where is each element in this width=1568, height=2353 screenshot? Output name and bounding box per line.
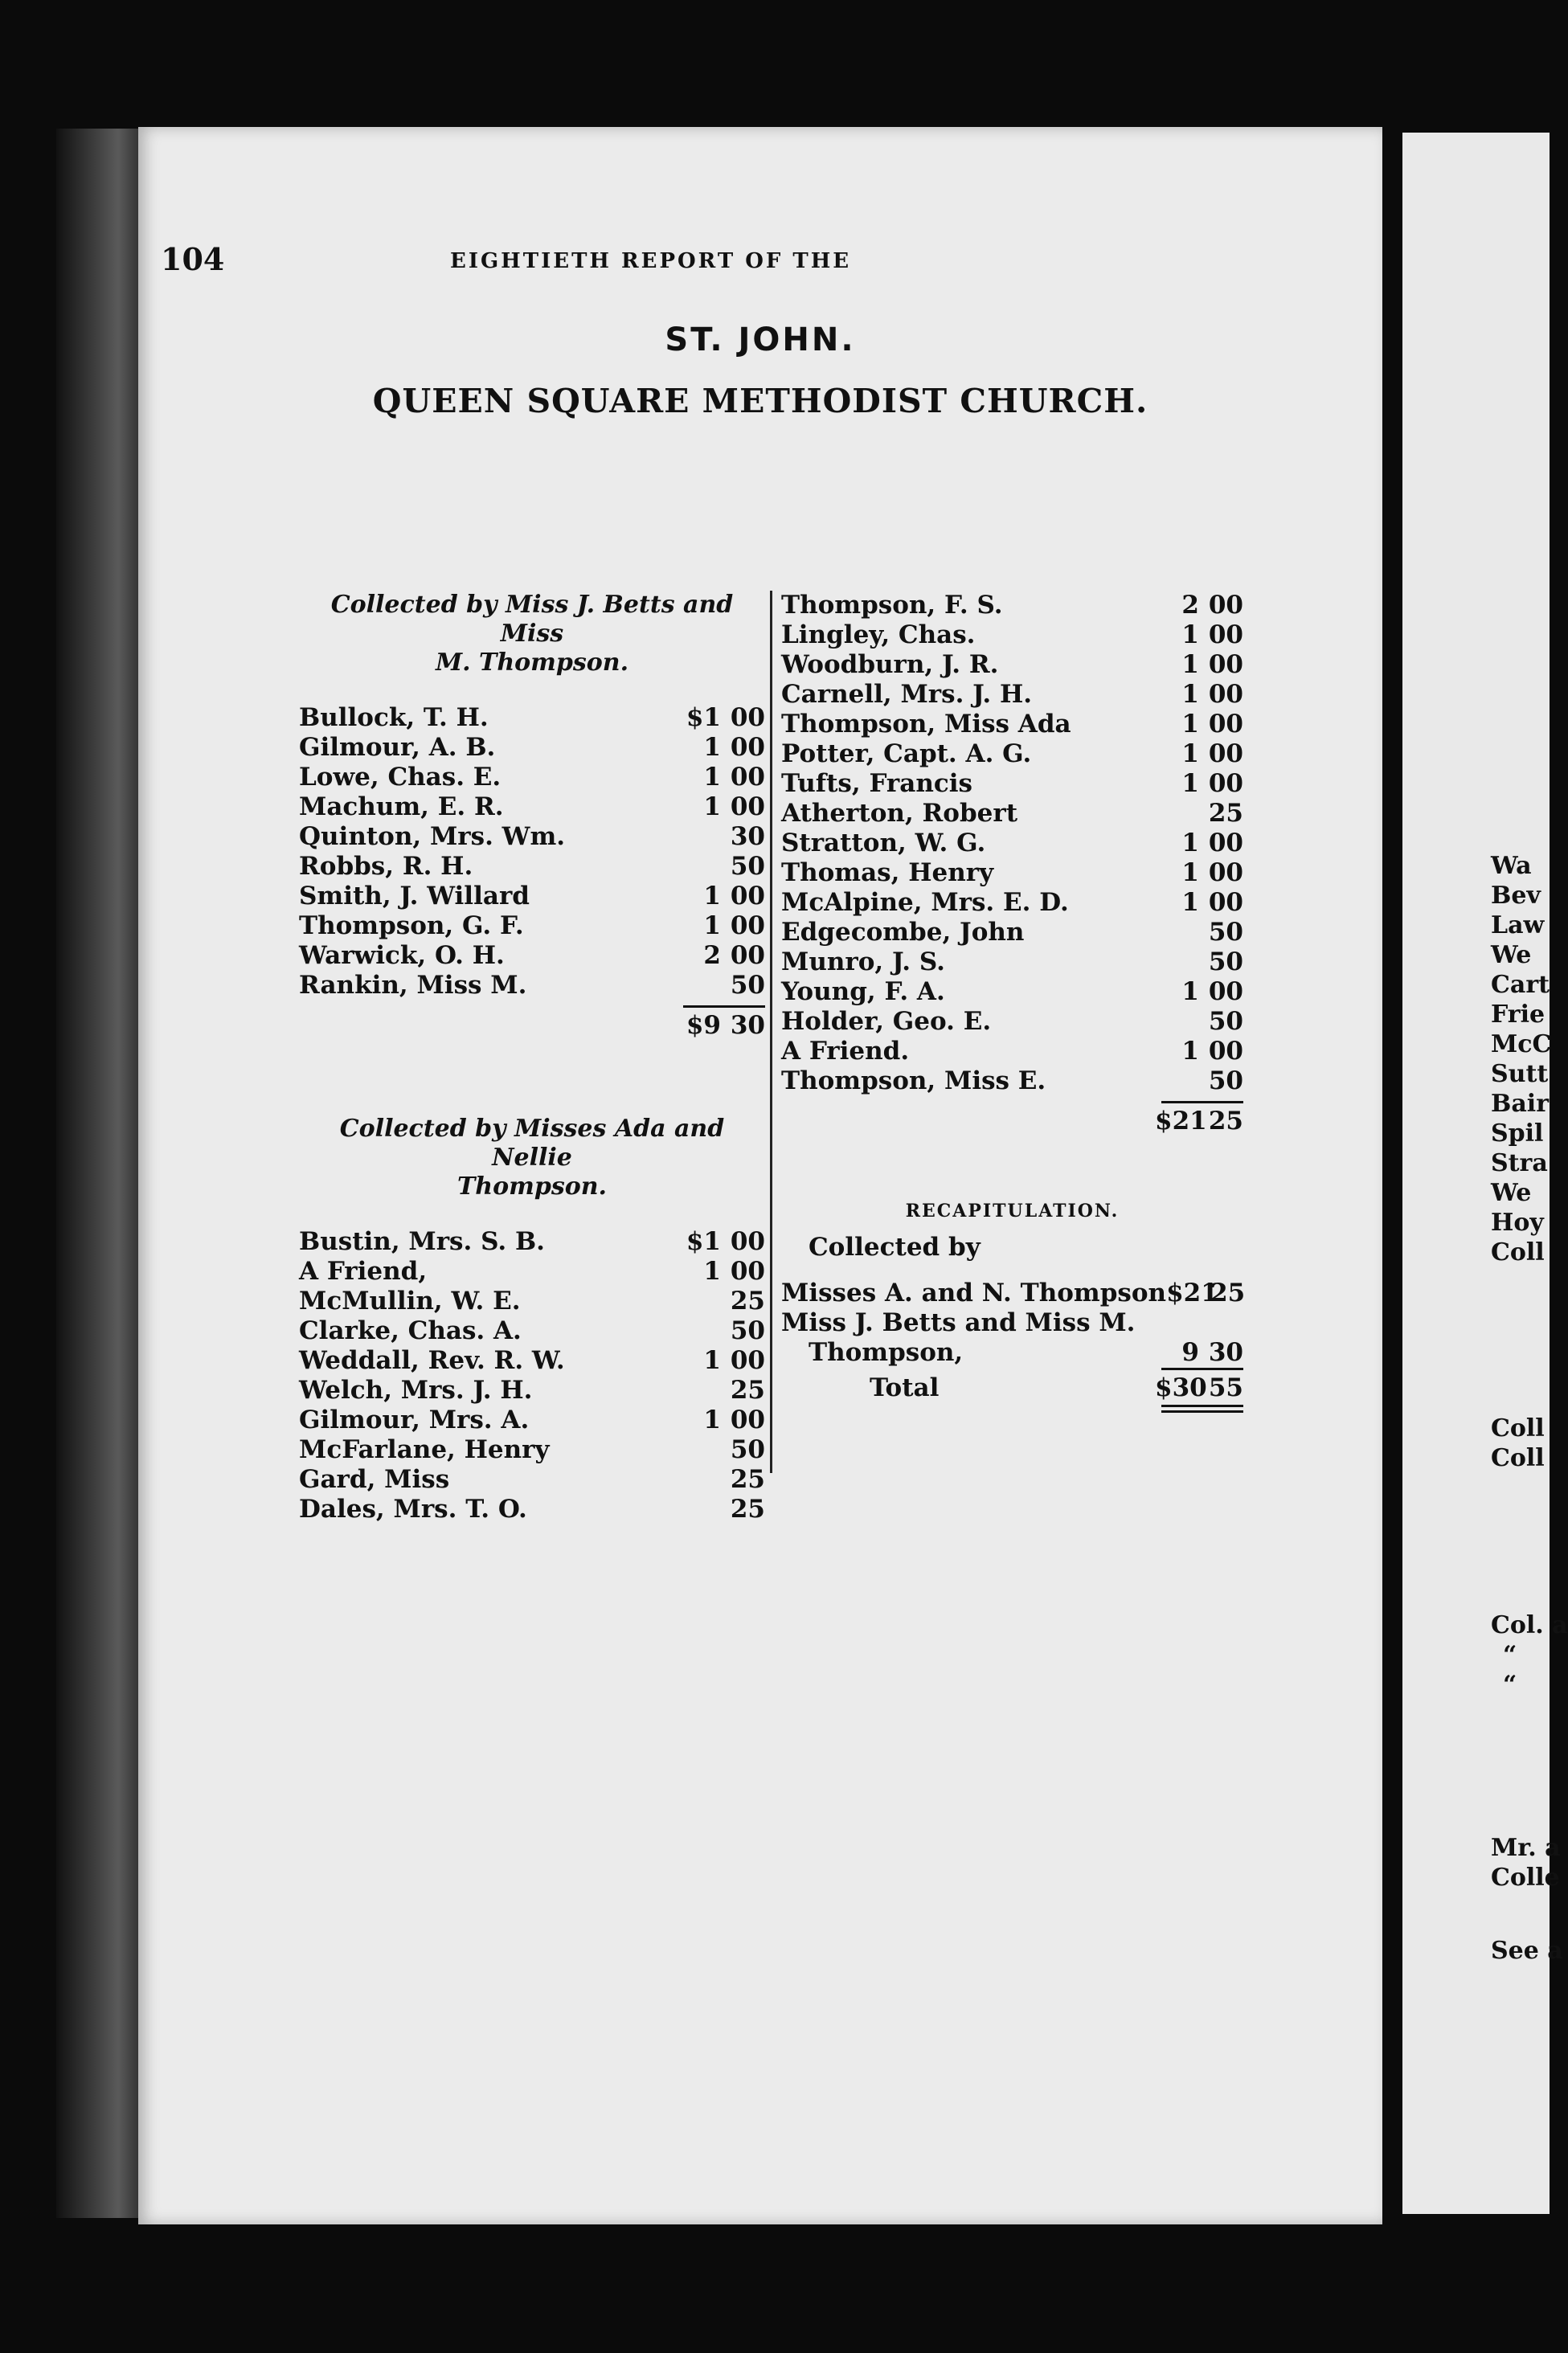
donor-dollars: 1 [1181,680,1199,709]
donor-name: Lingley, Chas. [781,620,976,649]
left-column [299,591,765,1524]
donor-dollars [677,1376,721,1406]
donor-name: Edgecombe, John [781,918,1025,947]
recap-title: RECAPITULATION. [905,1201,1120,1222]
donor-dollars: 1 [1181,710,1199,739]
adjacent-fragment: Col. a [1491,1611,1568,1639]
donor-dollars: 1 [703,1346,721,1375]
donor-row [781,1007,1243,1037]
donor-cents: 00 [730,941,765,970]
recap-total-dollars: $30 [1155,1373,1207,1402]
donor-cents: 50 [1208,947,1243,976]
donor-cents: 50 [1208,1066,1243,1095]
donor-name: Thomas, Henry [781,858,994,887]
book-spine [56,129,145,2218]
donor-cents: 50 [730,852,765,881]
donor-row [299,1227,765,1257]
donor-dollars: 1 [703,792,721,821]
donor-row [781,1037,1243,1066]
donor-cents: 50 [730,1316,765,1345]
donor-dollars [677,1316,721,1346]
donor-dollars: 1 [1181,829,1199,857]
donor-name: Quinton, Mrs. Wm. [299,822,566,851]
donor-dollars: 2 [703,941,721,970]
donor-cents: 00 [1208,977,1243,1006]
subtotal-dollars: $21 [1155,1107,1207,1136]
donor-row [299,1376,765,1406]
donor-name: Bustin, Mrs. S. B. [299,1227,545,1256]
donor-cents: 00 [730,911,765,940]
donor-dollars: 1 [703,882,721,911]
adjacent-fragment: We [1491,1179,1532,1207]
donor-name: Holder, Geo. E. [781,1007,992,1036]
donor-dollars [677,852,721,882]
donor-name: McAlpine, Mrs. E. D. [781,888,1069,917]
donor-dollars: 1 [1181,888,1199,917]
adjacent-fragment: Hoy [1491,1209,1544,1237]
adjacent-fragment: McC [1491,1030,1552,1058]
donor-row [299,852,765,882]
adjacent-fragment: See a [1491,1937,1563,1965]
recap-name: Miss J. Betts and Miss M. [781,1308,1136,1337]
church-heading: QUEEN SQUARE METHODIST CHURCH. [372,382,1148,420]
donor-dollars: 1 [1181,739,1199,768]
donor-dollars [1155,1066,1199,1096]
collector-heading [299,591,765,677]
donor-dollars [677,1287,721,1316]
donor-row [299,763,765,792]
donor-cents: 00 [730,1227,765,1256]
donor-name: Thompson, F. S. [781,591,1003,620]
donor-name: Woodburn, J. R. [781,650,999,679]
donor-dollars: 1 [1181,620,1199,649]
donor-row [299,703,765,733]
donor-name: Stratton, W. G. [781,829,986,857]
right-column [781,591,1246,1413]
donor-cents: 00 [1208,680,1243,709]
donor-dollars: 1 [1181,769,1199,798]
donor-row [781,620,1243,650]
donor-row [299,822,765,852]
donor-row [299,792,765,822]
donor-name: McFarlane, Henry [299,1435,550,1464]
donor-dollars: 1 [703,911,721,940]
recap-row [781,1279,1246,1308]
adjacent-fragment: Wa [1491,852,1532,880]
page-number: 104 [161,241,225,277]
adjacent-fragment: Mr. a [1491,1834,1561,1862]
donor-row [781,739,1243,769]
donor-row [299,733,765,763]
donor-name: Dales, Mrs. T. O. [299,1495,527,1524]
recap-dollars: 9 [1181,1338,1199,1367]
donor-cents: 30 [730,822,765,851]
donor-name: A Friend. [781,1037,910,1066]
donor-cents: 00 [1208,710,1243,739]
donor-name: Gilmour, A. B. [299,733,496,762]
donor-name: Thompson, Miss E. [781,1066,1046,1095]
recap-total-label: Total [870,1373,940,1402]
donor-cents: 00 [1208,739,1243,768]
donor-name: Munro, J. S. [781,947,945,976]
adjacent-fragment: “ [1503,1671,1517,1699]
column-divider [770,591,772,1473]
donor-name: Smith, J. Willard [299,882,530,911]
donor-dollars: 1 [1181,1037,1199,1066]
donor-dollars [1155,1007,1199,1037]
donor-name: Carnell, Mrs. J. H. [781,680,1033,709]
donor-dollars [677,822,721,852]
donor-name: Young, F. A. [781,977,945,1006]
adjacent-fragment: Spil [1491,1119,1544,1148]
recap-cents: 25 [1210,1279,1246,1307]
donor-list [299,1227,765,1524]
report-title: EIGHTIETH REPORT OF THE [450,249,852,273]
donor-cents: 00 [730,882,765,911]
donor-cents: 00 [1208,829,1243,857]
donor-row [781,858,1243,888]
adjacent-fragment: Sutt [1491,1060,1549,1088]
donor-dollars: 1 [703,1406,721,1434]
donor-cents: 00 [730,763,765,792]
donor-cents: 00 [730,1406,765,1434]
donor-cents: 50 [730,971,765,1000]
subtotal-rule [299,1005,765,1008]
donor-name: Rankin, Miss M. [299,971,527,1000]
adjacent-fragment: We [1491,941,1532,969]
donor-cents: 00 [730,733,765,762]
donor-row [299,971,765,1001]
donor-row [299,1435,765,1465]
collector-heading-line: M. Thompson. [435,649,629,677]
donor-cents: 50 [730,1435,765,1464]
recap-name: Thompson, [809,1338,964,1367]
donor-cents: 25 [1208,799,1243,828]
adjacent-fragment: Coll [1491,1444,1545,1472]
donor-dollars: 1 [703,763,721,792]
recap-row [781,1338,1243,1368]
donor-row [299,1465,765,1495]
adjacent-fragment: Frie [1491,1001,1545,1029]
recap-row [781,1308,1243,1338]
donor-row [781,1066,1243,1096]
donor-cents: 00 [730,1346,765,1375]
donor-cents: 50 [1208,1007,1243,1036]
donor-name: Gilmour, Mrs. A. [299,1406,530,1434]
donor-cents: 00 [1208,650,1243,679]
donor-row [299,941,765,971]
subtotal-rule [781,1101,1243,1103]
subtotal-cents: 30 [730,1011,765,1040]
subtotal-cents: 25 [1208,1107,1243,1136]
donor-list [781,591,1243,1096]
donor-dollars [677,1495,721,1524]
donor-name: Bullock, T. H. [299,703,489,732]
adjacent-fragment: Stra [1491,1149,1548,1177]
donor-dollars [1155,799,1199,829]
donor-row [299,1316,765,1346]
recap-rule [781,1368,1243,1370]
adjacent-page [1402,133,1568,2214]
donor-cents: 00 [730,1257,765,1286]
collector-heading-line: Collected by Miss J. Betts and Miss [330,591,734,648]
donor-row [299,1406,765,1435]
donor-row [781,888,1243,918]
recap-subtitle: Collected by [809,1233,981,1262]
donor-cents: 25 [730,1465,765,1494]
donor-row [781,680,1243,710]
recap-dollars: $21 [1166,1279,1218,1307]
recap-total-cents: 55 [1208,1373,1243,1402]
donor-row [781,769,1243,799]
donor-name: Thompson, Miss Ada [781,710,1071,739]
donor-name: Weddall, Rev. R. W. [299,1346,565,1375]
donor-row [299,1257,765,1287]
recap-cents: 30 [1208,1338,1243,1367]
donor-name: Thompson, G. F. [299,911,524,940]
donor-cents: 00 [1208,620,1243,649]
adjacent-fragment: Colle [1491,1864,1560,1892]
recap-name: Misses A. and N. Thompson [781,1279,1167,1307]
donor-list [299,703,765,1001]
donor-row [781,947,1243,977]
donor-dollars [677,1465,721,1495]
collector-heading [299,1115,765,1201]
adjacent-fragment: Coll [1491,1238,1545,1267]
adjacent-fragment: Bair [1491,1090,1549,1118]
city-heading: ST. JOHN. [665,321,856,358]
recap-total-row [781,1373,1243,1403]
donor-cents: 00 [730,703,765,732]
donor-name: Potter, Capt. A. G. [781,739,1032,768]
adjacent-fragment: Law [1491,911,1545,939]
donor-row [781,710,1243,739]
donor-row [299,911,765,941]
donor-dollars [1155,947,1199,977]
donor-cents: 00 [1208,888,1243,917]
running-head [161,241,1238,289]
adjacent-fragment: Coll [1491,1414,1545,1442]
donor-cents: 00 [1208,769,1243,798]
donor-dollars: 1 [1181,650,1199,679]
donor-row [781,918,1243,947]
donor-name: Lowe, Chas. E. [299,763,502,792]
donor-cents: 25 [730,1287,765,1316]
donor-dollars: 1 [1181,977,1199,1006]
donor-row [781,977,1243,1007]
recap-double-rule [781,1405,1243,1413]
donor-cents: 50 [1208,918,1243,947]
donor-row [299,1287,765,1316]
donor-row [299,882,765,911]
donor-name: McMullin, W. E. [299,1287,521,1316]
adjacent-fragment: Cart [1491,971,1550,999]
donor-row [781,799,1243,829]
donor-dollars: 1 [703,733,721,762]
subtotal-row [299,1011,765,1041]
donor-dollars: 1 [1181,858,1199,887]
collector-heading-line: Collected by Misses Ada and Nellie [339,1115,725,1172]
donor-row [299,1346,765,1376]
donor-dollars [677,971,721,1001]
donor-cents: 25 [730,1495,765,1524]
donor-name: Tufts, Francis [781,769,972,798]
collector-heading-line: Thompson. [456,1172,608,1201]
donor-dollars: $1 [686,703,721,732]
donor-name: Gard, Miss [299,1465,450,1494]
donor-cents: 00 [730,792,765,821]
donor-dollars: 2 [1181,591,1199,620]
donor-dollars [1155,918,1199,947]
donor-name: Robbs, R. H. [299,852,473,881]
donor-cents: 00 [1208,1037,1243,1066]
donor-row [299,1495,765,1524]
donor-cents: 25 [730,1376,765,1405]
adjacent-fragment: “ [1503,1641,1517,1669]
donor-cents: 00 [1208,591,1243,620]
donor-name: Machum, E. R. [299,792,504,821]
donor-dollars [677,1435,721,1465]
donor-name: Warwick, O. H. [299,941,505,970]
donor-name: Clarke, Chas. A. [299,1316,522,1345]
subtotal-dollars: $9 [686,1011,721,1040]
donor-row [781,650,1243,680]
donor-row [781,591,1243,620]
adjacent-fragment: Bev [1491,882,1541,910]
donor-cents: 00 [1208,858,1243,887]
donor-name: Welch, Mrs. J. H. [299,1376,533,1405]
donor-dollars: 1 [703,1257,721,1286]
donor-dollars: $1 [686,1227,721,1256]
donor-name: A Friend, [299,1257,428,1286]
subtotal-row [781,1107,1243,1136]
donor-name: Atherton, Robert [781,799,1018,828]
donor-row [781,829,1243,858]
